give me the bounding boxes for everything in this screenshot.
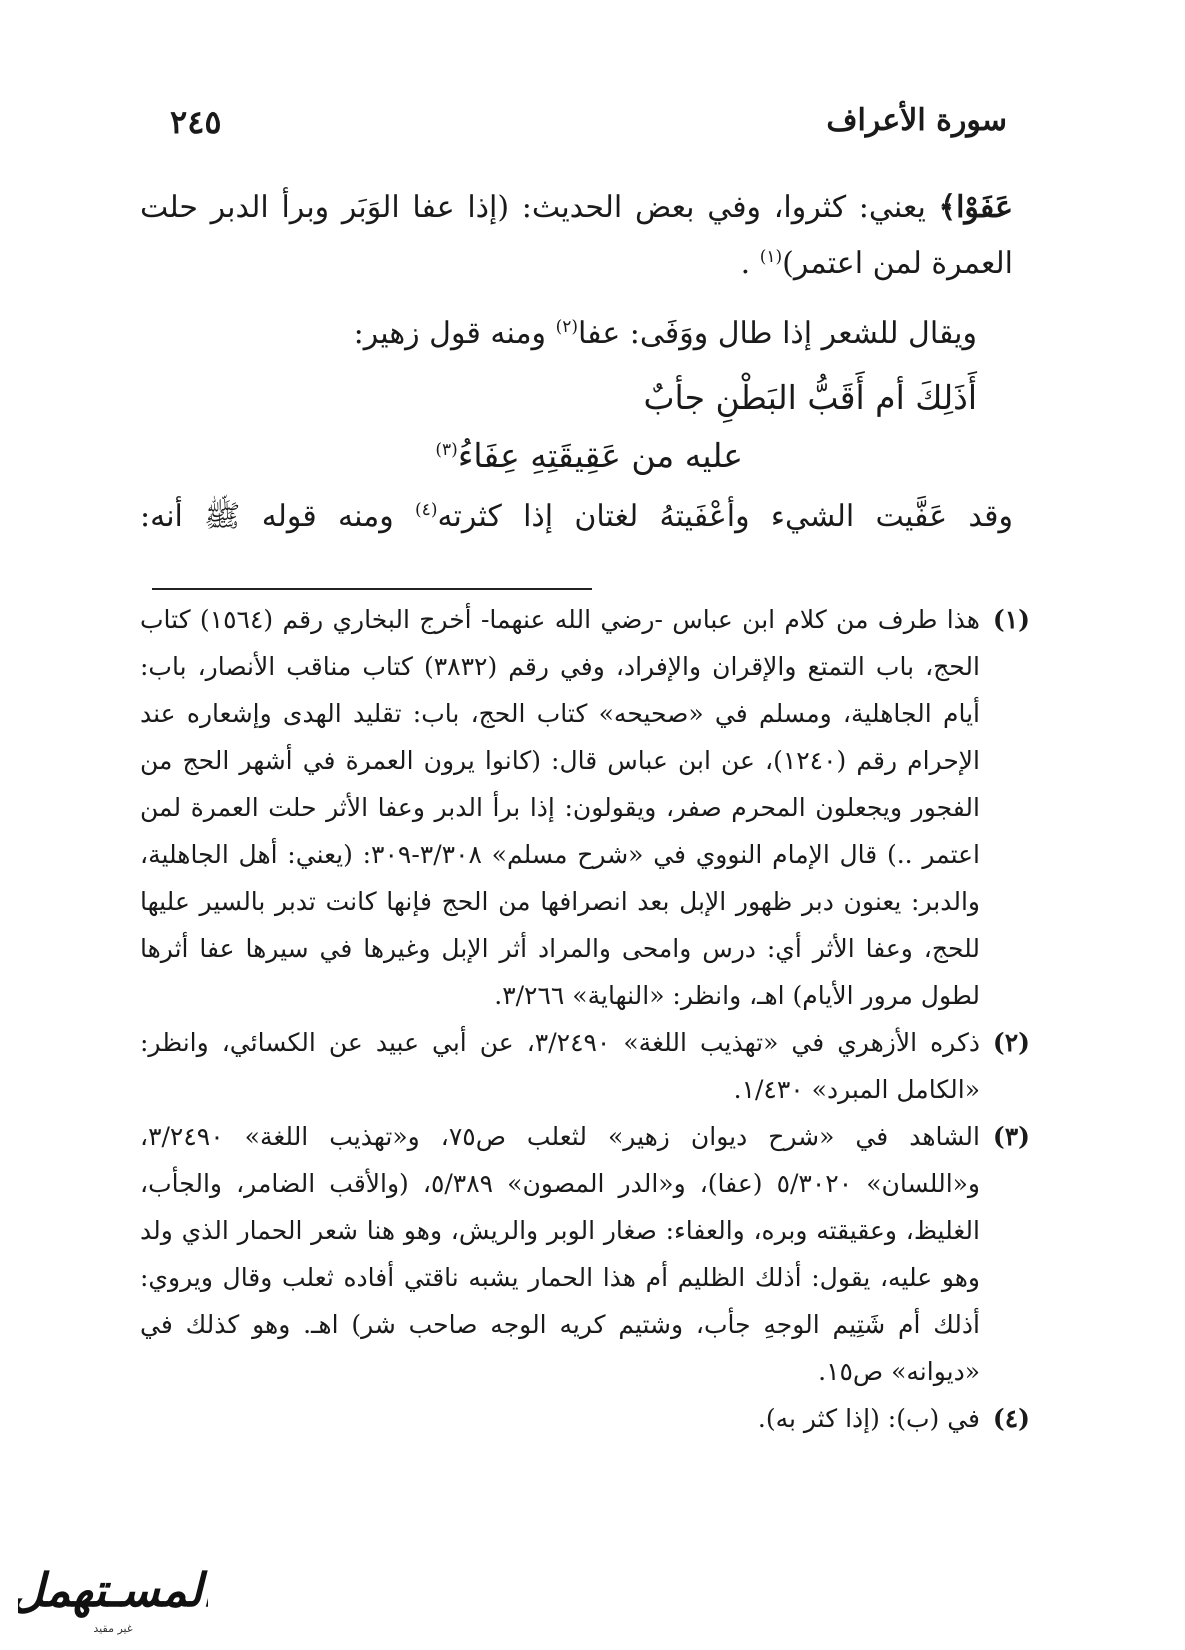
footnote-number: (١) xyxy=(992,605,1030,634)
footnote-4 xyxy=(140,1395,1030,1442)
footnote-ref-1: (١) xyxy=(759,247,783,267)
main-line-2-text: العمرة لمن اعتمر) xyxy=(782,246,1013,281)
footnote-number: (٣) xyxy=(992,1122,1030,1151)
main-line-2 xyxy=(140,246,1013,281)
footnote-text: الشاهد في «شرح ديوان زهير» لثعلب ص٧٥، و«تهذيب اللغة» ٣/٢٤٩٠، و«اللسان» ٥/٣٠٢٠ (عفا)، و«الدر المصون» ٥/٣٨٩، (والأقب الضامر، والجأب، الغليظ، وعقيقته وبره، والعفاء: صغار الوبر والريش، وهو هنا شعر الحمار الذي ولد وهو عليه، يقول: أذلك الظليم أم هذا الحمار يشبه ناقتي أفاده ثعلب وقال ويروي: أذلك أم شَتِيم الوجهِ جأب، وشتيم كريه الوجه صاحب شر) اهـ. وهو كذلك في «ديوانه» ص١٥. xyxy=(140,1122,981,1386)
main-line-1 xyxy=(140,190,1013,225)
logo-text: المسـتهمل xyxy=(18,1563,208,1617)
main-line-3-b: ومنه قول زهير: xyxy=(353,316,556,351)
main-line-6-b: ومنه قوله ﷺ أنه: xyxy=(140,499,416,534)
main-line-3-a: ويقال للشعر إذا طال ووَفَى: عفا xyxy=(578,316,977,351)
footnote-2 xyxy=(140,1019,1030,1113)
footnote-separator xyxy=(152,588,592,590)
footnote-text: في (ب): (إذا كثر به). xyxy=(757,1404,980,1433)
footnote-ref-2: (٢) xyxy=(555,317,579,337)
verse-line-2-text: عليه من عَقِيقَتِهِ عِفَاءُ xyxy=(457,436,743,475)
surah-title: سورة الأعراف xyxy=(826,103,1007,138)
quran-word: عَفَوْا﴾ xyxy=(938,190,1013,225)
footnote-number: (٤) xyxy=(992,1404,1030,1433)
footnote-ref-3: (٣) xyxy=(435,440,458,460)
watermark-logo xyxy=(18,1558,208,1640)
main-line-2-end: . xyxy=(740,246,760,281)
footnotes xyxy=(140,596,1030,1442)
main-line-6 xyxy=(140,498,1013,541)
footnote-text: ذكره الأزهري في «تهذيب اللغة» ٣/٢٤٩٠، عن أبي عبيد عن الكسائي، وانظر: «الكامل المبرد» ١/٤٣٠. xyxy=(140,1028,980,1104)
footnote-3 xyxy=(140,1113,1030,1395)
footnote-ref-4: (٤) xyxy=(415,500,438,520)
calligraphy-logo-icon xyxy=(18,1558,208,1640)
logo-subtext: غير مقيد xyxy=(93,1622,133,1635)
verse-line-2 xyxy=(140,436,743,475)
page-number: ٢٤٥ xyxy=(170,103,222,141)
footnote-1 xyxy=(140,596,1030,1019)
main-line-3 xyxy=(140,316,977,351)
footnote-number: (٢) xyxy=(992,1028,1030,1057)
verse-line-1: أَذَلِكَ أم أَقَبُّ البَطْنِ جأبٌ xyxy=(643,378,977,417)
main-line-6-a: وقد عَفَّيت الشيء وأعْفَيتهُ لغتان إذا كثرته xyxy=(437,499,1013,534)
footnote-text: هذا طرف من كلام ابن عباس -رضي الله عنهما- أخرج البخاري رقم (١٥٦٤) كتاب الحج، باب التمتع والإقران والإفراد، وفي رقم (٣٨٣٢) كتاب مناقب الأنصار، باب: أيام الجاهلية، ومسلم في «صحيحه» كتاب الحج، باب: تقليد الهدى وإشعاره عند الإحرام رقم (١٢٤٠)، عن ابن عباس قال: (كانوا يرون العمرة في أشهر الحج من الفجور ويجعلون المحرم صفر، ويقولون: إذا برأ الدبر وعفا الأثر حلت العمرة لمن اعتمر ..) قال الإمام النووي في «شرح مسلم» ٣/٣٠٨-٣٠٩: (يعني: أهل الجاهلية، والدبر: يعنون دبر ظهور الإبل بعد انصرافها من الحج فإنها كانت تدبر بالسير عليها للحج، وعفا الأثر أي: درس وامحى والمراد أثر الإبل وغيرها في سيرها عفا أثرها لطول مرور الأيام) اهـ، وانظر: «النهاية» ٣/٢٦٦. xyxy=(140,605,981,1010)
page-header xyxy=(170,103,1007,153)
main-line-1-text: يعني: كثروا، وفي بعض الحديث: (إذا عفا الوَبَر وبرأ الدبر حلت xyxy=(140,190,939,225)
